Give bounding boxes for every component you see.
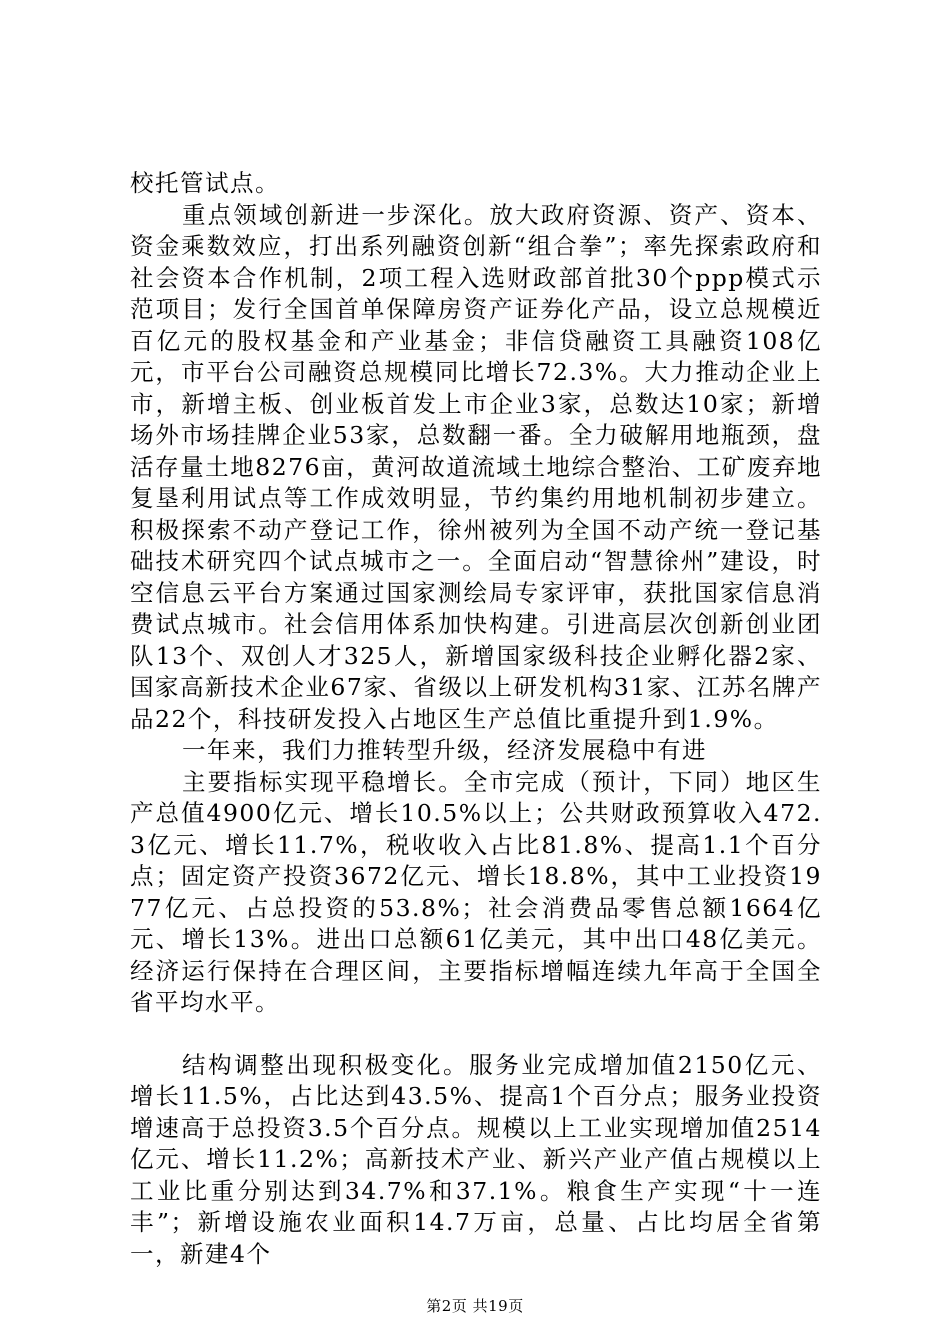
paragraph-transformation-heading: 一年来，我们力推转型升级，经济发展稳中有进 bbox=[182, 736, 707, 764]
paragraph-structural-adjustment: 结构调整出现积极变化。服务业完成增加值2150亿元、增长11.5%，占比达到43.5%、提高1个百分点；服务业投资增速高于总投资3.5个百分点。规模以上工业实现增加值2514亿元、增长11.2%；高新技术产业、新兴产业产值占规模以上工业比重分别达到34.7%和37.1%。粮食生产实现“十一连丰”；新增设施农业面积14.7万亩，总量、占比均居全省第一，新建4个 bbox=[130, 1050, 822, 1268]
paragraph-continuation: 校托管试点。 bbox=[130, 169, 280, 197]
page-number-footer: 第2页 共19页 bbox=[426, 1297, 524, 1315]
paragraph-innovation: 重点领域创新进一步深化。放大政府资源、资产、资本、资金乘数效应，打出系列融资创新“组合拳”；率先探索政府和社会资本合作机制，2项工程入选财政部首批30个ppp模式示范项目；发行全国首单保障房资产证券化产品，设立总规模近百亿元的股权基金和产业基金；非信贷融资工具融资108亿元，市平台公司融资总规模同比增长72.3%。大力推动企业上市，新增主板、创业板首发上市企业3家，总数达10家；新增场外市场挂牌企业53家，总数翻一番。全力破解用地瓶颈，盘活存量土地8276亩，黄河故道流域土地综合整治、工矿废弃地复垦利用试点等工作成效明显，节约集约用地机制初步建立。积极探索不动产登记工作，徐州被列为全国不动产统一登记基础技术研究四个试点城市之一。全面启动“智慧徐州”建设，时空信息云平台方案通过国家测绘局专家评审，获批国家信息消费试点城市。社会信用体系加快构建。引进高层次创新创业团队13个、双创人才325人，新增国家级科技企业孵化器2家、国家高新技术企业67家、省级以上研发机构31家、江苏名牌产品22个，科技研发投入占地区生产总值比重提升到1.9%。 bbox=[130, 200, 822, 733]
document-body bbox=[130, 168, 822, 1270]
paragraph-main-indicators: 主要指标实现平稳增长。全市完成（预计，下同）地区生产总值4900亿元、增长10.5%以上；公共财政预算收入472.3亿元、增长11.7%，税收收入占比81.8%、提高1.1个百分点；固定资产投资3672亿元、增长18.8%，其中工业投资1977亿元、占总投资的53.8%；社会消费品零售总额1664亿元、增长13%。进出口总额61亿美元，其中出口48亿美元。经济运行保持在合理区间，主要指标增幅连续九年高于全国全省平均水平。 bbox=[130, 767, 822, 1016]
